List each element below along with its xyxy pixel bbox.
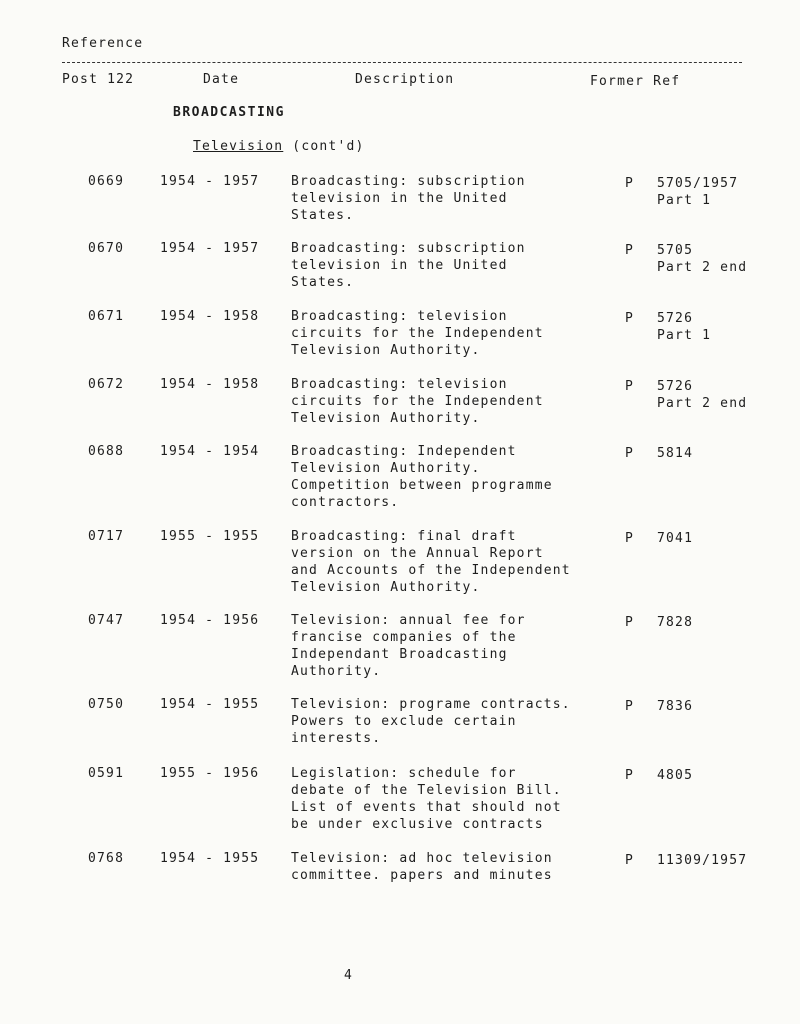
- entry-number: 0670: [88, 241, 125, 256]
- entry-p-marker: P: [625, 699, 635, 714]
- entry-number: 0688: [88, 444, 125, 459]
- list-item: [0, 240, 800, 310]
- section-subtitle: [193, 138, 365, 155]
- list-item: [0, 443, 800, 513]
- entry-dates: 1954 - 1955: [160, 851, 260, 866]
- subtitle-underlined: Television: [193, 139, 284, 154]
- list-item: [0, 376, 800, 446]
- entry-former-ref: 11309/1957: [657, 853, 748, 868]
- column-header-date: Date: [203, 72, 240, 87]
- entry-p-marker: P: [625, 531, 635, 546]
- entry-description: Television: annual fee for francise companies of the Independant Broadcasting Authority.: [291, 613, 526, 679]
- entry-number: 0747: [88, 613, 125, 628]
- entry-former-ref: 5705/1957 Part 1: [657, 176, 739, 208]
- page-number: 4: [344, 968, 352, 983]
- reference-label: Reference: [62, 36, 144, 51]
- entry-description: Legislation: schedule for debate of the Television Bill. List of events that should not be under exclusive contracts: [291, 766, 562, 832]
- entry-dates: 1954 - 1957: [160, 241, 260, 256]
- entry-dates: 1955 - 1955: [160, 529, 260, 544]
- entry-description: Broadcasting: television circuits for the Independent Television Authority.: [291, 377, 544, 426]
- list-item: [0, 765, 800, 835]
- entry-p-marker: P: [625, 853, 635, 868]
- entry-p-marker: P: [625, 446, 635, 461]
- entry-description: Broadcasting: Independent Television Authority. Competition between programme contractors.: [291, 444, 553, 510]
- entry-former-ref: 7041: [657, 531, 694, 546]
- entry-number: 0717: [88, 529, 125, 544]
- entry-description: Broadcasting: television circuits for the Independent Television Authority.: [291, 309, 544, 358]
- entry-description: Broadcasting: subscription television in the United States.: [291, 174, 526, 223]
- column-header-description: Description: [355, 72, 455, 87]
- entry-former-ref: 5726 Part 2 end: [657, 379, 748, 411]
- entry-former-ref: 7828: [657, 615, 694, 630]
- subtitle-rest: (cont'd): [283, 139, 365, 154]
- entry-p-marker: P: [625, 768, 635, 783]
- entry-number: 0672: [88, 377, 125, 392]
- entry-dates: 1955 - 1956: [160, 766, 260, 781]
- list-item: [0, 308, 800, 378]
- entry-dates: 1954 - 1955: [160, 697, 260, 712]
- entry-p-marker: P: [625, 176, 635, 191]
- entry-p-marker: P: [625, 311, 635, 326]
- list-item: [0, 173, 800, 243]
- entry-dates: 1954 - 1954: [160, 444, 260, 459]
- entry-dates: 1954 - 1958: [160, 377, 260, 392]
- entry-former-ref: 4805: [657, 768, 694, 783]
- list-item: [0, 528, 800, 598]
- entry-dates: 1954 - 1956: [160, 613, 260, 628]
- entry-number: 0669: [88, 174, 125, 189]
- entry-p-marker: P: [625, 243, 635, 258]
- entry-description: Broadcasting: final draft version on the Annual Report and Accounts of the Independent Television Authority.: [291, 529, 571, 595]
- column-header-post: Post 122: [62, 72, 135, 87]
- entry-dates: 1954 - 1957: [160, 174, 260, 189]
- entry-number: 0768: [88, 851, 125, 866]
- entry-former-ref: 5726 Part 1: [657, 311, 712, 343]
- entry-dates: 1954 - 1958: [160, 309, 260, 324]
- entry-former-ref: 7836: [657, 699, 694, 714]
- entry-description: Broadcasting: subscription television in the United States.: [291, 241, 526, 290]
- entry-number: 0671: [88, 309, 125, 324]
- entry-p-marker: P: [625, 379, 635, 394]
- list-item: [0, 696, 800, 766]
- section-title: BROADCASTING: [173, 105, 285, 120]
- list-item: [0, 850, 800, 920]
- entry-description: Television: ad hoc television committee. papers and minutes: [291, 851, 553, 883]
- entry-former-ref: 5705 Part 2 end: [657, 243, 748, 275]
- header-divider: [62, 62, 742, 63]
- entry-number: 0591: [88, 766, 125, 781]
- entry-former-ref: 5814: [657, 446, 694, 461]
- entry-description: Television: programe contracts. Powers to exclude certain interests.: [291, 697, 571, 746]
- entry-number: 0750: [88, 697, 125, 712]
- entry-p-marker: P: [625, 615, 635, 630]
- list-item: [0, 612, 800, 682]
- column-header-former-ref: Former Ref: [590, 74, 681, 89]
